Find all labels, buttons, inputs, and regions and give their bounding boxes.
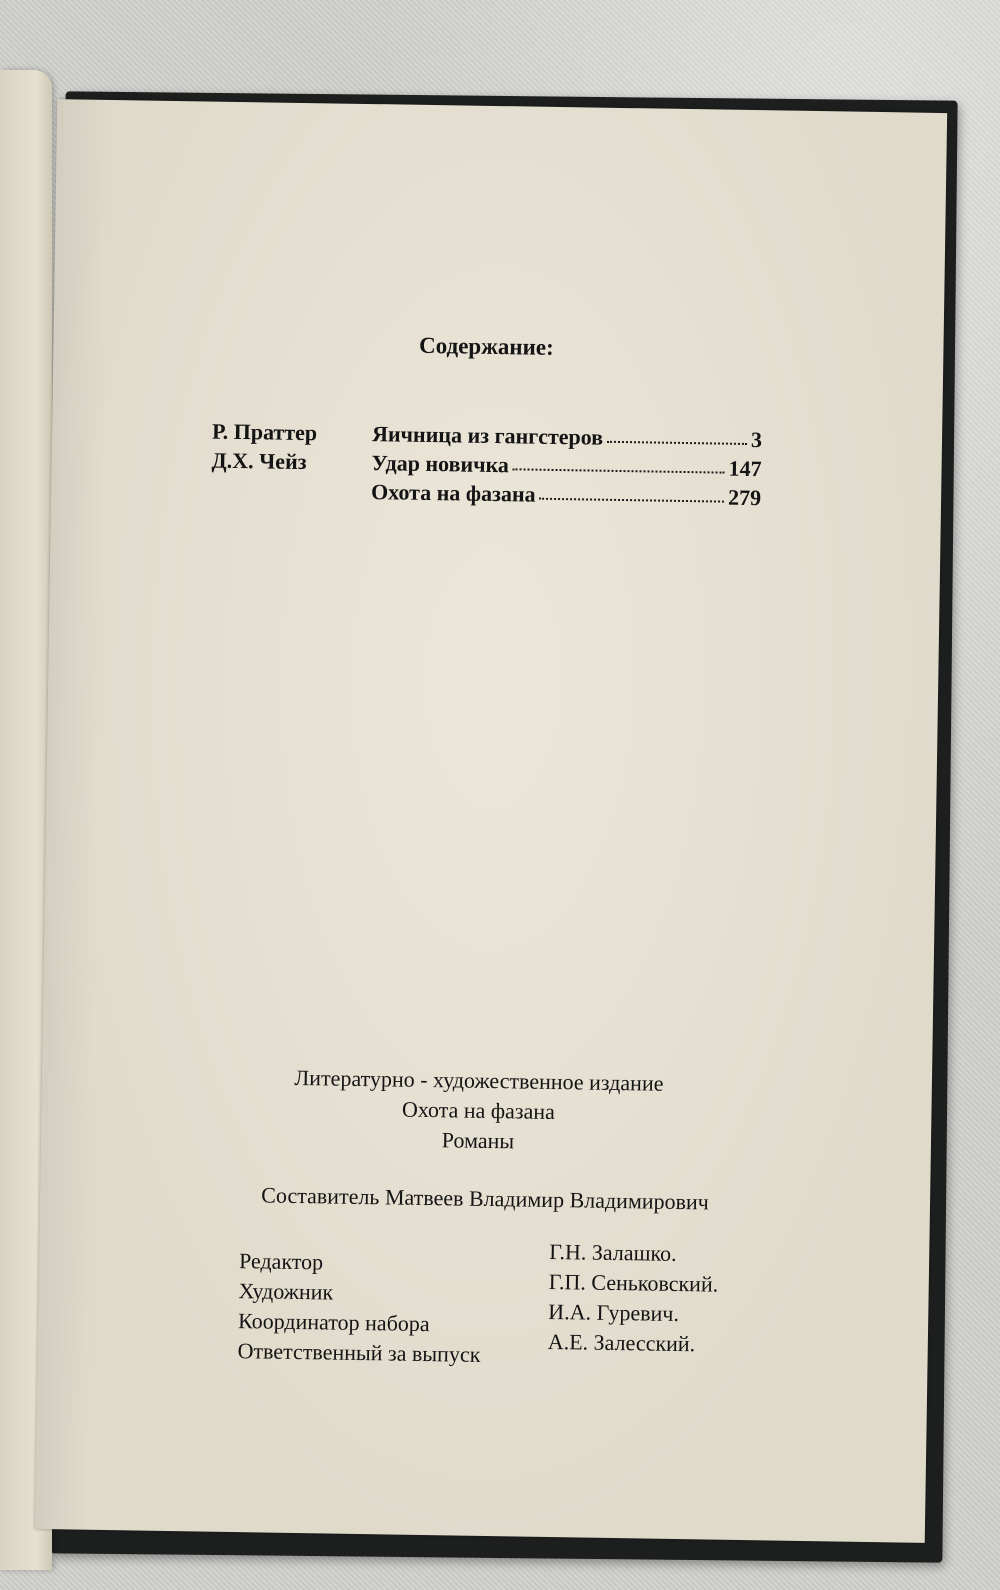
credit-names [548, 1237, 810, 1361]
credit-role: Редактор [238, 1248, 324, 1275]
toc-entry-title: Яичница из гангстеров [371, 421, 604, 450]
toc-heading: Содержание: [418, 332, 554, 360]
toc-entry-title: Охота на фазана [370, 479, 536, 507]
credit-role: Координатор набора [237, 1308, 430, 1337]
toc-leader-dots [513, 450, 725, 473]
toc-entry [371, 477, 761, 512]
imprint-block [33, 1059, 924, 1163]
credit-role: Ответственный за выпуск [237, 1338, 481, 1367]
credit-name: И.А. Гуревич. [548, 1298, 680, 1327]
credit-roles [237, 1246, 559, 1371]
toc-leader-dots [607, 423, 747, 445]
imprint-line: Романы [441, 1127, 515, 1154]
toc-entry-page: 3 [750, 427, 763, 453]
toc-authors [211, 417, 372, 478]
toc-entry-title: Удар новичка [371, 450, 510, 478]
imprint-line: Охота на фазана [401, 1096, 556, 1125]
toc-entry-page: 279 [727, 484, 762, 511]
toc-author: Д.Х. Чейз [211, 447, 307, 475]
toc-entry-page: 147 [728, 455, 762, 482]
credit-name: Г.Н. Залашко. [549, 1238, 677, 1266]
imprint-line: Литературно - художественное издание [294, 1064, 664, 1096]
credit-name: А.Е. Залесский. [547, 1328, 696, 1357]
credit-name: Г.П. Сеньковский. [548, 1268, 719, 1297]
compiler-line: Составитель Матвеев Владимир Владимирович [261, 1182, 710, 1215]
book-page [35, 99, 947, 1543]
toc-entries [371, 419, 762, 512]
credit-role: Художник [238, 1278, 334, 1305]
toc-leader-dots [540, 480, 725, 503]
toc-author: Р. Праттер [211, 418, 318, 446]
